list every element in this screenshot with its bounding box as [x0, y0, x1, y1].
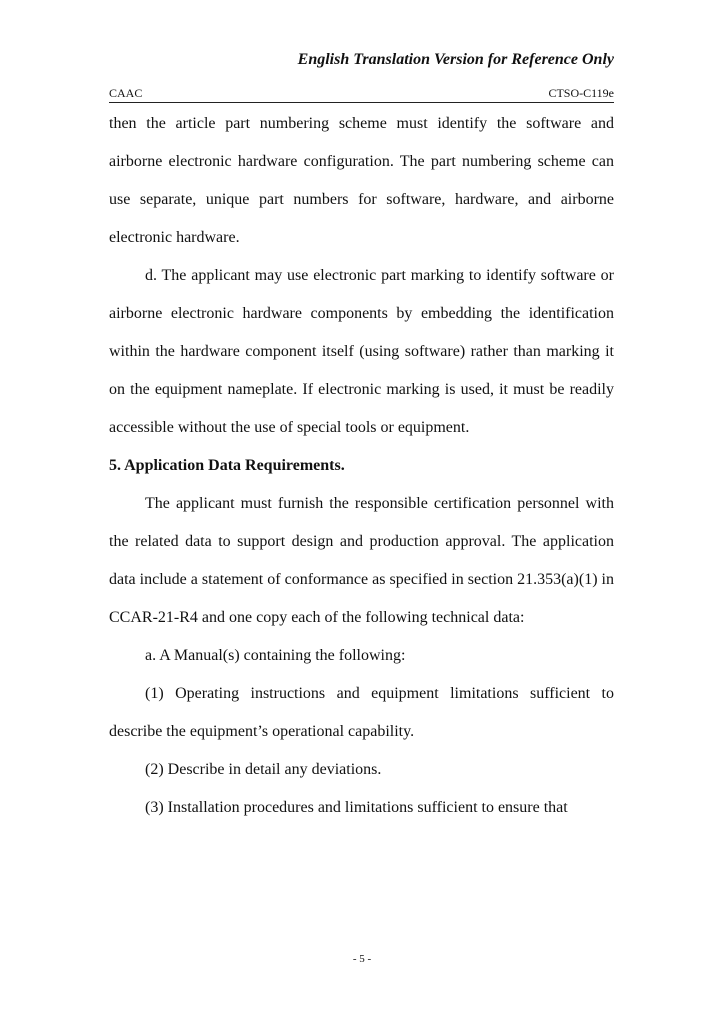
- section-heading: 5. Application Data Requirements.: [109, 457, 345, 474]
- header-left-caac: CAAC: [109, 86, 143, 100]
- paragraph-continuation: then the article part numbering scheme must identify the software and airborne electronic hardware configuration. The part numbering scheme can use separate, unique part numbers for software, hardware, and airborne electronic hardware.: [109, 115, 614, 246]
- document-header-title: English Translation Version for Reference Only: [297, 51, 614, 68]
- paragraph-application-data: The applicant must furnish the responsible certification personnel with the related data to support design and production approval. The application data include a statement of conformance as specified in section 21.353(a)(1) in CCAR-21-R4 and one copy each of the following technical data:: [109, 495, 614, 626]
- header-right-doc-id: CTSO-C119e: [548, 86, 614, 100]
- paragraph-item-2: (2) Describe in detail any deviations.: [145, 761, 382, 778]
- paragraph-item-3: (3) Installation procedures and limitations sufficient to ensure that: [145, 799, 568, 816]
- running-header: [109, 86, 614, 103]
- page-number: - 5 -: [352, 953, 372, 965]
- document-body: [109, 105, 614, 827]
- paragraph-d: d. The applicant may use electronic part marking to identify software or airborne electronic hardware components by embedding the identification within the hardware component itself (using software) rather than marking it on the equipment nameplate. If electronic marking is used, it must be readily accessible without the use of special tools or equipment.: [109, 267, 614, 436]
- paragraph-item-1: (1) Operating instructions and equipment limitations sufficient to describe the equipment’s operational capability.: [109, 685, 614, 740]
- paragraph-a-manual: a. A Manual(s) containing the following:: [145, 647, 406, 664]
